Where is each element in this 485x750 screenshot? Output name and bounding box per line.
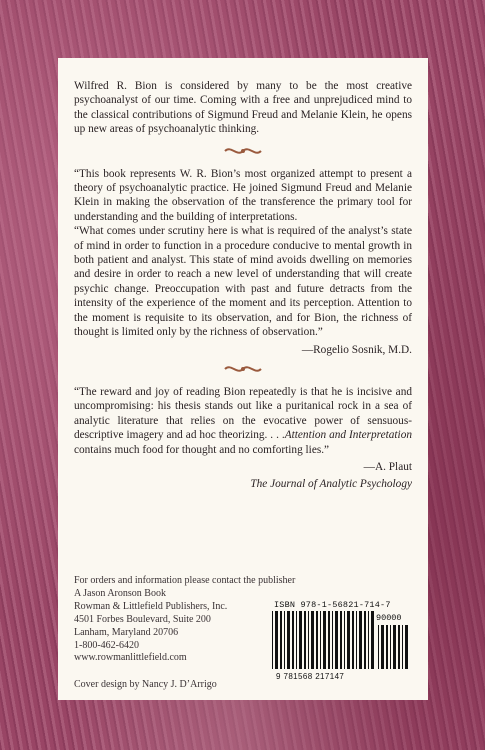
price-code: 90000 [376, 611, 412, 675]
quote2-author: —A. Plaut [363, 460, 412, 473]
cover-credit: Cover design by Nancy J. D’Arrigo [74, 679, 217, 690]
ornament-divider-2 [74, 363, 412, 379]
isbn-label: ISBN 978-1-56821-714-7 [274, 600, 391, 610]
isbn-barcode [270, 598, 412, 680]
quote2-paragraph: “The reward and joy of reading Bion repeatedly is that he is incisive and uncompromising: his thesis stands out like a puritanical rock in a sea of analytic literature that relies on the evocative power of sensuous-descriptive imagery and ad hoc theorizing. . . .Attention and Interpretation contains much food for thought and no comforting lies.” [74, 385, 412, 456]
barcode-bars [270, 611, 374, 671]
flourish-icon [223, 145, 263, 157]
intro-paragraph: Wilfred R. Bion is considered by many to be the most creative psychoanalyst of our time. Coming with a free and unprejudiced mind to the classical contributions of Sigmund Freud and Melanie Klein, he opens up new areas of psychoanalytic thinking. [74, 80, 412, 136]
publisher-info: For orders and information please contact the publisher A Jason Aronson Book Rowman & Littlefield Publishers, Inc. 4501 Forbes Boulevard, Suite 200 Lanham, Maryland 20706 1-800-462-6420 www.rowmanlittlefield.com [74, 575, 296, 664]
quote1-author: —Rogelio Sosnik, M.D. [301, 343, 412, 356]
ornament-divider [74, 145, 412, 161]
quote1-paragraph2: “What comes under scrutiny here is what is required of the analyst’s state of mind in order to function in a procedure conducive to mental growth in both patient and analyst. This state of mind avoids dwelling on memories and desire in order to reach a new level of understanding that will create psychic change. Preoccupation with past and future detracts from the intensity of the experience of the moment and its perception. Attention to the moment is requisite to its observation, and for Bion, the richness of thought is limited only by the richness of observation.” [74, 225, 412, 339]
quote2-book-title: Attention and Interpretation [284, 429, 412, 442]
back-cover-panel [58, 58, 428, 700]
quote2-source: The Journal of Analytic Psychology [250, 478, 412, 491]
flourish-icon [223, 363, 263, 375]
quote1-paragraph1: “This book represents W. R. Bion’s most organized attempt to present a theory of psychoanalytic practice. He joined Sigmund Freud and Melanie Klein in making the observation of the transference the primary tool for understanding and the building of interpretations. [74, 167, 412, 223]
addon-barcode-bars [376, 625, 412, 669]
barcode-digits: 9 781568 217147 [276, 672, 345, 681]
